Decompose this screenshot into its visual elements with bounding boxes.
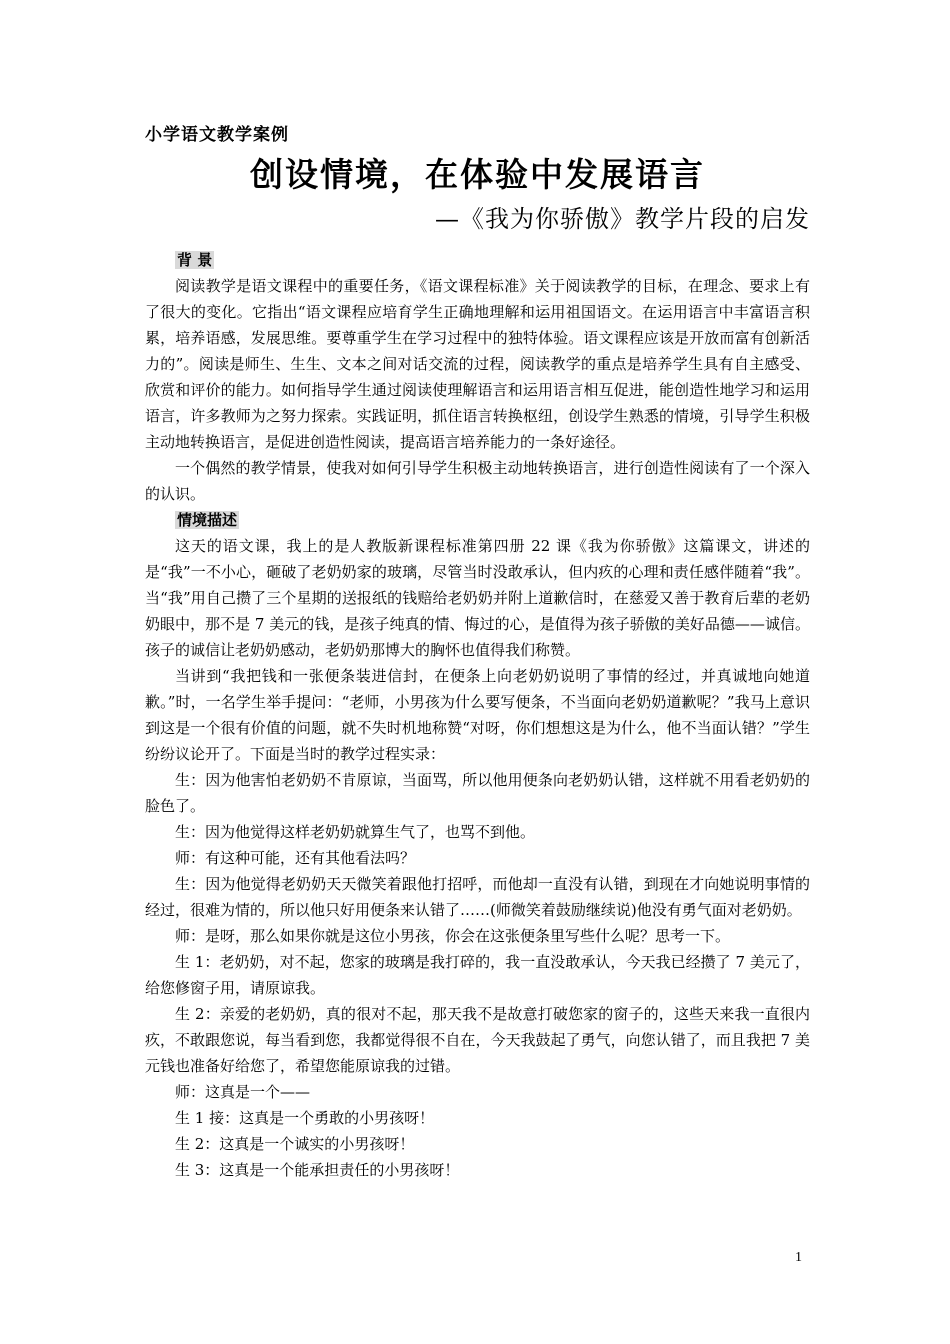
dialogue-line: 生：因为他觉得这样老奶奶就算生气了，也骂不到他。 — [175, 823, 536, 841]
page-content — [145, 120, 810, 1183]
paragraph: 阅读教学是语文课程中的重要任务，《语文课程标准》关于阅读教学的目标，在理念、要求上有了很大的变化。它指出“语文课程应培育学生正确地理解和运用祖国语文。在运用语言中丰富语言积累，培养语感，发展思维。要尊重学生在学习过程中的独特体验。语文课程应该是开放而富有创新活力的”。阅读是师生、生生、文本之间对话交流的过程，阅读教学的重点是培养学生具有自主感受、欣赏和评价的能力。如何指导学生通过阅读使理解语言和运用语言相互促进，能创造性地学习和运用语言，许多教师为之努力探索。实践证明，抓住语言转换枢纽，创设学生熟悉的情境，引导学生积极主动地转换语言，是促进创造性阅读，提高语言培养能力的一条好途径。 — [145, 277, 810, 451]
category-label: 小学语文教学案例 — [145, 125, 289, 145]
paragraph: 一个偶然的教学情景，使我对如何引导学生积极主动地转换语言，进行创造性阅读有了一个深入的认识。 — [145, 459, 810, 503]
dialogue-line: 生 1 接：这真是一个勇敢的小男孩呀！ — [175, 1109, 435, 1127]
dialogue-line: 生：因为他害怕老奶奶不肯原谅，当面骂，所以他用便条向老奶奶认错，这样就不用看老奶奶的脸色了。 — [145, 771, 810, 815]
paragraph: 这天的语文课，我上的是人教版新课程标准第四册 22 课《我为你骄傲》这篇课文，讲述的是“我”一不小心，砸破了老奶奶家的玻璃，尽管当时没敢承认，但内疚的心理和责任感伴随着“我”。当“我”用自己攒了三个星期的送报纸的钱赔给老奶奶并附上道歉信时，在慈爱又善于教育后辈的老奶奶眼中，那不是 7 美元的钱，是孩子纯真的情、悔过的心，是值得为孩子骄傲的美好品德——诚信。孩子的诚信让老奶奶感动，老奶奶那博大的胸怀也值得我们称赞。 — [145, 537, 810, 659]
section-heading-background-label: 背 景 — [177, 251, 213, 269]
dialogue-line: 师：有这种可能，还有其他看法吗？ — [175, 849, 416, 867]
section-heading-situation — [145, 507, 810, 533]
page-number: 1 — [795, 1250, 802, 1265]
page-subtitle: —《我为你骄傲》教学片段的启发 — [435, 205, 810, 233]
paragraph: 当讲到“我把钱和一张便条装进信封，在便条上向老奶奶说明了事情的经过，并真诚地向她道歉。”时，一名学生举手提问：“老师，小男孩为什么要写便条，不当面向老奶奶道歉呢？”我马上意识到这是一个很有价值的问题，就不失时机地称赞“对呀，你们想想这是为什么，他不当面认错？”学生纷纷议论开了。下面是当时的教学过程实录： — [145, 667, 810, 763]
section-heading-background — [145, 247, 810, 273]
dialogue-line: 生：因为他觉得老奶奶天天微笑着跟他打招呼，而他却一直没有认错，到现在才向她说明事情的经过，很难为情的，所以他只好用便条来认错了……(师微笑着鼓励继续说)他没有勇气面对老奶奶。 — [145, 875, 810, 919]
dialogue-line: 生 1：老奶奶，对不起，您家的玻璃是我打碎的，我一直没敢承认，今天我已经攒了 7 美元了，给您修窗子用，请原谅我。 — [145, 953, 810, 997]
dialogue-line: 师：这真是一个—— — [175, 1083, 311, 1101]
page-title: 创设情境，在体验中发展语言 — [250, 155, 705, 194]
dialogue-line: 师：是呀，那么如果你就是这位小男孩，你会在这张便条里写些什么呢？思考一下。 — [175, 927, 731, 945]
dialogue-line: 生 3：这真是一个能承担责任的小男孩呀！ — [175, 1161, 460, 1179]
dialogue-line: 生 2：这真是一个诚实的小男孩呀！ — [175, 1135, 415, 1153]
dialogue-line: 生 2：亲爱的老奶奶，真的很对不起，那天我不是故意打破您家的窗子的，这些天来我一直很内疚，不敢跟您说，每当看到您，我都觉得很不自在，今天我鼓起了勇气，向您认错了，而且我把 7 美元钱也准备好给您了，希望您能原谅我的过错。 — [145, 1005, 810, 1075]
section-heading-situation-label: 情境描述 — [177, 511, 238, 529]
